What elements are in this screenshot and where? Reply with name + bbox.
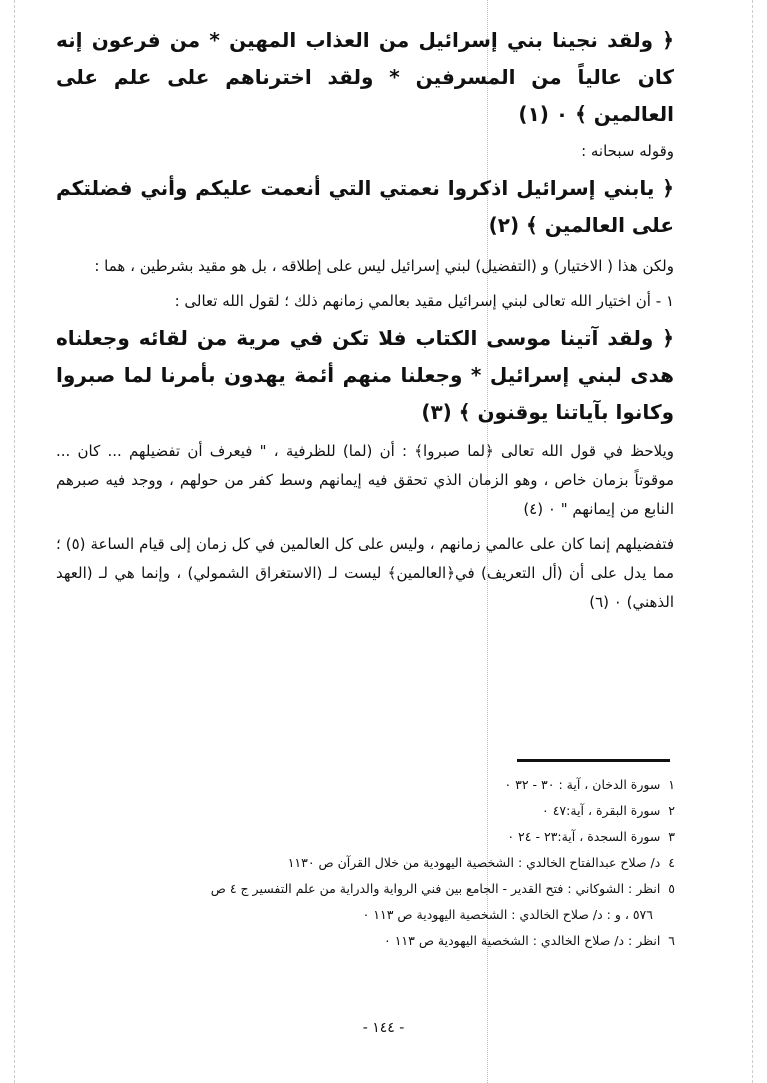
footnote-text: انظر : د/ صلاح الخالدي : الشخصية اليهودية ص ١١٣ ٠ (384, 933, 661, 948)
footnote-text: سورة السجدة ، آية:٢٣ - ٢٤ ٠ (507, 829, 661, 844)
prose-paragraph: ويلاحظ في قول الله تعالى ﴿لما صبروا﴾ : أن (لما) للظرفية ، " فيعرف أن تفضيلهم ... كان ... موقوتاً بزمان خاص ، وهو الزمان الذي تحقق فيه إيمانهم وسط كفر من حولهم ، ووجد فيه صبرهم النابع من إيمانهم " ٠ (٤) (56, 442, 674, 518)
footnote-item (72, 772, 675, 798)
footnote-number: ٦ (668, 933, 675, 948)
footnote-item (72, 824, 675, 850)
footnote-number: ٢ (668, 803, 675, 818)
footnote-separator (517, 759, 670, 762)
verse-block: ﴿ ولقد آتينا موسى الكتاب فلا تكن في مرية من لقائه وجعلناه هدى لبني إسرائيل * وجعلنا منهم أئمة يهدون بأمرنا لما صبروا وكانوا بآياتنا يوقنون ﴾ (٣) (56, 326, 674, 424)
footnote-number: ١ (668, 777, 675, 792)
verse-block: ﴿ يابني إسرائيل اذكروا نعمتي التي أنعمت عليكم وأني فضلتكم على العالمين ﴾ (٢) (56, 176, 674, 237)
main-text (56, 22, 674, 617)
footnote-number: ٥ (668, 881, 675, 896)
footnote-number: ٣ (668, 829, 675, 844)
footnote-item (72, 928, 675, 954)
left-margin-line (14, 0, 15, 1083)
footnote-text: د/ صلاح عبدالفتاح الخالدي : الشخصية اليهودية من خلال القرآن ص ١١٣٠ (287, 855, 661, 870)
footnote-item (72, 876, 675, 902)
verse-block: ﴿ ولقد نجينا بني إسرائيل من العذاب المهين * من فرعون إنه كان عالياً من المسرفين * ولقد اخترناهم على علم على العالمين ﴾ ٠ (١) (56, 28, 674, 126)
footnote-item (72, 850, 675, 876)
page-number: - ١٤٤ - (362, 1020, 405, 1036)
footnote-number: ٤ (668, 855, 675, 870)
right-margin-line (752, 0, 753, 1083)
prose-paragraph: ١ - أن اختيار الله تعالى لبني إسرائيل مقيد بعالمي زمانهم ذلك ؛ لقول الله تعالى : (174, 292, 674, 310)
footnote-continuation: ٥٧٦ ، و : د/ صلاح الخالدي : الشخصية اليهودية ص ١١٣ ٠ (362, 907, 653, 922)
prose-paragraph: ولكن هذا ( الاختيار) و (التفضيل) لبني إسرائيل ليس على إطلاقه ، بل هو مقيد بشرطين ، هما : (94, 257, 674, 275)
footnotes (72, 772, 675, 954)
footnote-text: سورة البقرة ، آية:٤٧ ٠ (542, 803, 661, 818)
footnote-text: انظر : الشوكاني : فتح القدير - الجامع بين فني الرواية والدراية من علم التفسير ج ٤ ص (210, 881, 661, 896)
prose-paragraph: فتفضيلهم إنما كان على عالمي زمانهم ، وليس على كل العالمين في كل زمان إلى قيام الساعة (٥) ؛ مما يدل على أن (أل التعريف) في﴿العالمين﴾ ليست لـ (الاستغراق الشمولي) ، وإنما هي لـ (العهد الذهني) ٠ (٦) (56, 535, 674, 611)
footnote-item (72, 798, 675, 824)
prose-paragraph: وقوله سبحانه : (581, 142, 674, 160)
footnote-text: سورة الدخان ، آية : ٣٠ - ٣٢ ٠ (504, 777, 661, 792)
